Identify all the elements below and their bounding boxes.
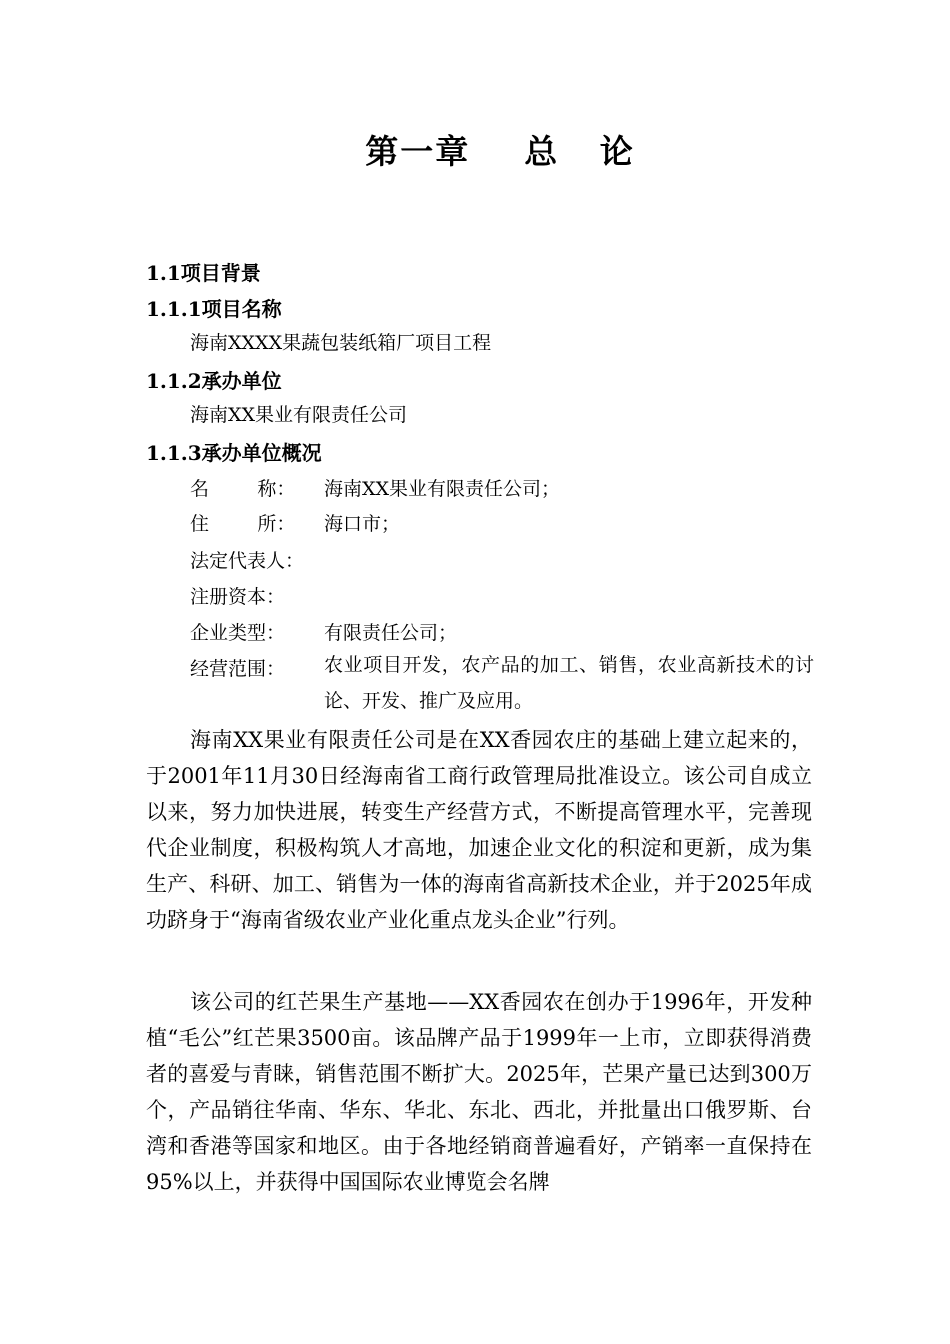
section-heading-1-1-3: 1.1.3承办单位概况 (146, 441, 322, 465)
info-value-scope: 农业项目开发，农产品的加工、销售，农业高新技术的讨论、开发、推广及应用。 (324, 654, 814, 712)
info-label: 企业类型： (190, 622, 286, 644)
chapter-title: 第一章 总 论 (365, 132, 635, 171)
section-heading-1-1: 1.1项目背景 (146, 261, 261, 285)
body-paragraph: 该公司的红芒果生产基地——XX香园农在创办于1996年，开发种植“毛公”红芒果3500亩。该品牌产品于1999年一上市，立即获得消费者的喜爱与青睐，销售范围不断扩大。2025年，芒果产量已达到300万个，产品销往华南、华东、华北、东北、西北，并批量出口俄罗斯、台湾和香港等国家和地区。由于各地经销商普遍看好，产销率一直保持在95%以上，并获得中国国际农业博览会名牌 (146, 990, 812, 1194)
project-name-text: 海南XXXX果蔬包装纸箱厂项目工程 (190, 332, 492, 354)
info-label: 名 称： (190, 478, 296, 500)
organizer-text: 海南XX果业有限责任公司 (190, 404, 408, 426)
info-label: 法定代表人： (190, 550, 305, 572)
info-value: 有限责任公司； (324, 622, 458, 644)
info-value: 海口市； (324, 513, 401, 535)
info-label: 经营范围： (190, 658, 286, 680)
info-value: 海南XX果业有限责任公司； (324, 478, 561, 500)
info-label: 住 所： (190, 513, 296, 535)
section-heading-1-1-1: 1.1.1项目名称 (146, 297, 282, 321)
info-label: 注册资本： (190, 586, 286, 608)
section-heading-1-1-2: 1.1.2承办单位 (146, 369, 282, 393)
body-paragraph: 海南XX果业有限责任公司是在XX香园农庄的基础上建立起来的，于2001年11月30日经海南省工商行政管理局批准设立。该公司自成立以来，努力加快进展，转变生产经营方式，不断提高管理水平，完善现代企业制度，积极构筑人才高地，加速企业文化的积淀和更新，成为集生产、科研、加工、销售为一体的海南省高新技术企业，并于2025年成功跻身于“海南省级农业产业化重点龙头企业”行列。 (146, 728, 812, 932)
